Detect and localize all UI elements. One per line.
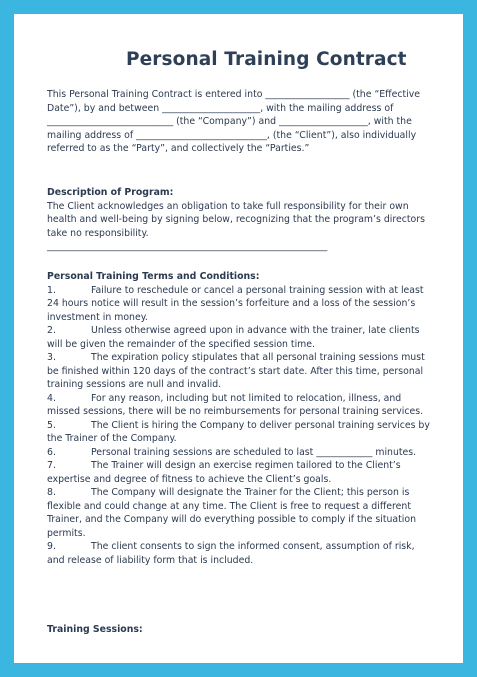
term-text: The Trainer will design an exercise regimen tailored to the Client’s expertise and degree of fitness to achieve the Client’s goals.	[47, 460, 401, 485]
term-number: 5.	[47, 419, 56, 431]
intro-paragraph	[47, 88, 434, 156]
term-number: 3.	[47, 352, 56, 363]
term-item	[47, 459, 434, 486]
description-blank-line: ____________________________________________________________	[47, 241, 328, 252]
term-number: 9.	[47, 541, 56, 552]
description-heading: Description of Program:	[47, 187, 174, 198]
intro-text: This Personal Training Contract is entered into __________________ (the “Effective Date”), by and between _____________________, with the mailing address of ___________________________ (the “Company”) and ___________________, with the mailing address of ____________________________, (the “Client”), also individually referred to as the “Party”, and collectively the “Parties.”	[47, 89, 421, 154]
term-item	[47, 419, 434, 446]
term-item	[47, 351, 434, 392]
term-text: Unless otherwise agreed upon in advance with the trainer, late clients will be given the remainder of the specified session time.	[47, 325, 420, 350]
term-number: 6.	[47, 446, 56, 458]
term-text: Personal training sessions are scheduled to last ____________ minutes.	[91, 446, 417, 458]
term-text: The Client is hiring the Company to deliver personal training services by the Trainer of the Company.	[47, 419, 430, 444]
document-page	[14, 14, 463, 663]
terms-list	[47, 284, 434, 568]
term-text: Failure to reschedule or cancel a personal training session with at least 24 hours notice will result in the session’s forfeiture and a loss of the session’s investment in money.	[47, 284, 424, 323]
term-item	[47, 446, 434, 460]
terms-section	[47, 270, 434, 567]
term-text: The client consents to sign the informed consent, assumption of risk, and release of liability form that is included.	[47, 541, 415, 566]
term-item	[47, 324, 434, 351]
terms-heading: Personal Training Terms and Conditions:	[47, 271, 260, 282]
sessions-section	[47, 623, 434, 637]
term-item	[47, 486, 434, 540]
page-title: Personal Training Contract	[126, 49, 407, 70]
term-number: 1.	[47, 284, 56, 296]
term-item	[47, 392, 434, 419]
term-number: 2.	[47, 325, 56, 336]
term-number: 8.	[47, 487, 56, 498]
term-item	[47, 540, 434, 567]
term-text: The expiration policy stipulates that all personal training sessions must be finished within 120 days of the contract’s start date. After this time, personal training sessions are null and invalid.	[47, 352, 425, 390]
term-number: 4.	[47, 392, 56, 404]
description-section	[47, 186, 434, 254]
description-text: The Client acknowledges an obligation to take full responsibility for their own health and well-being by signing below, recognizing that the program’s directors take no responsibility.	[47, 200, 425, 239]
term-text: For any reason, including but not limited to relocation, illness, and missed sessions, there will be no reimbursements for personal training services.	[47, 392, 424, 417]
term-number: 7.	[47, 460, 56, 471]
term-text: The Company will designate the Trainer for the Client; this person is flexible and could change at any time. The Client is free to request a different Trainer, and the Company will do everything possible to comply if the situation permits.	[47, 487, 417, 539]
sessions-heading: Training Sessions:	[47, 624, 143, 635]
term-item	[47, 284, 434, 325]
